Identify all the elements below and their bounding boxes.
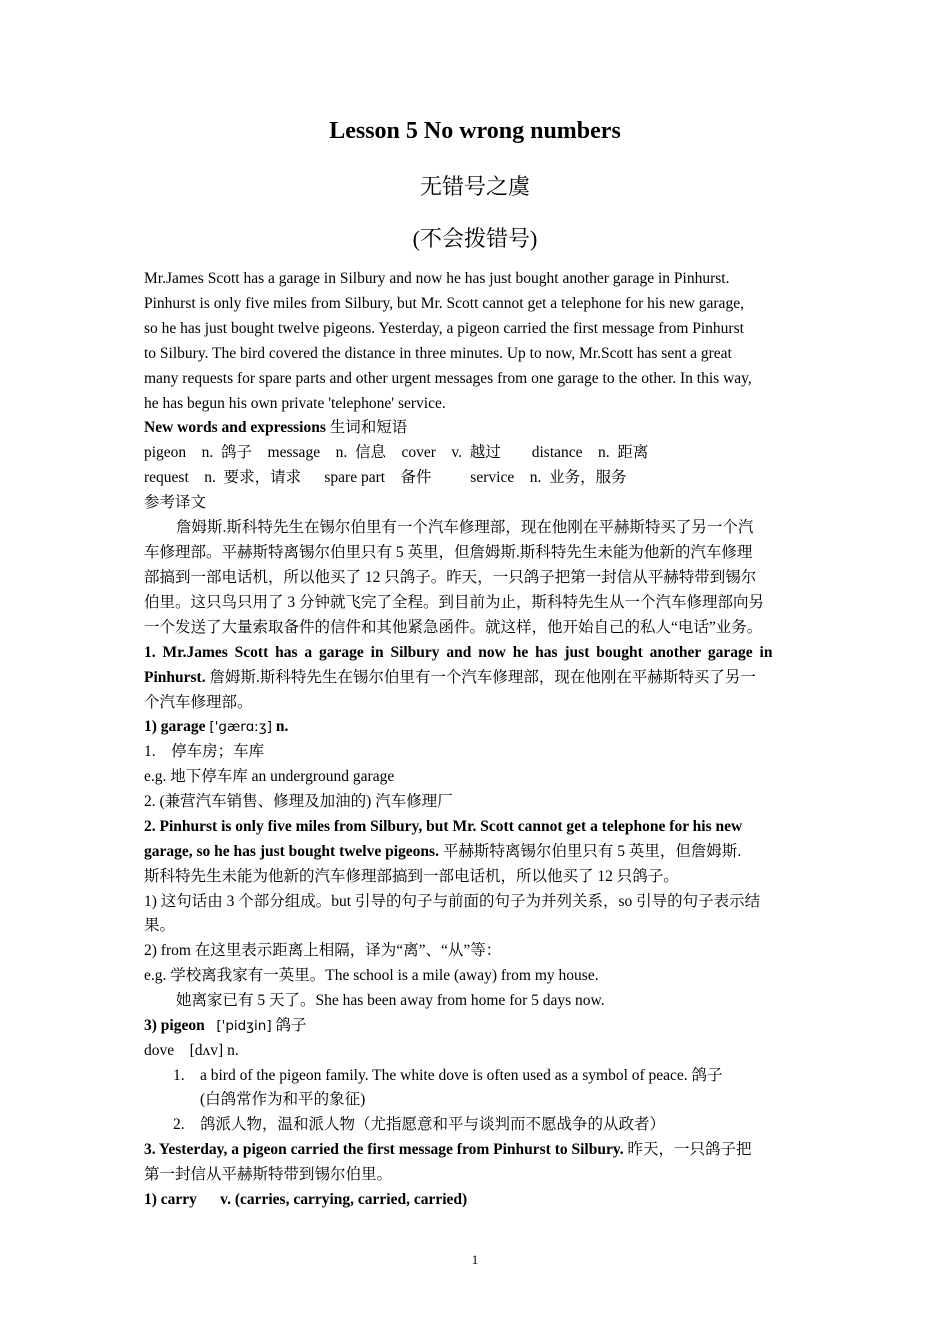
passage-line: many requests for spare parts and other urgent messages from one garage to the other. In this way, <box>144 370 752 387</box>
garage-phonetic: ['gærɑːʒ] <box>209 719 272 735</box>
dove-sense-1-number: 1. <box>173 1067 185 1084</box>
sentence-1-end: Pinhurst. <box>144 669 206 686</box>
note-2: 2) from 在这里表示距离上相隔，译为“离”、“从”等： <box>144 942 502 959</box>
pigeon-entry <box>144 1017 306 1035</box>
sentence-1: 1. Mr.James Scott has a garage in Silbury and now he has just bought another garage in <box>144 644 773 661</box>
vocab-line: request n. 要求，请求 spare part 备件 service n. 业务，服务 <box>144 469 627 486</box>
pigeon-word: 3) pigeon <box>144 1017 205 1034</box>
lesson-title: Lesson 5 No wrong numbers <box>329 118 621 144</box>
garage-pos: n. <box>275 718 289 735</box>
sentence-2-chinese: 平赫斯特离锡尔伯里只有 5 英里，但詹姆斯. <box>442 843 742 860</box>
new-words-label: New words and expressions <box>144 419 326 436</box>
passage-line: to Silbury. The bird covered the distance in three minutes. Up to now, Mr.Scott has sent a great <box>144 345 732 362</box>
translation-line: 车修理部。平赫斯特离锡尔伯里只有 5 英里，但詹姆斯.斯科特先生未能为他新的汽车修理 <box>144 544 753 561</box>
passage-line: he has begun his own private 'telephone' service. <box>144 395 446 412</box>
note-1: 1) 这句话由 3 个部分组成。but 引导的句子与前面的句子为并列关系，so 引导的句子表示结 <box>144 893 761 910</box>
new-words-chinese: 生词和短语 <box>329 419 408 436</box>
translation-line: 詹姆斯.斯科特先生在锡尔伯里有一个汽车修理部，现在他刚在平赫斯特买了另一个汽 <box>176 519 754 536</box>
sentence-3-chinese: 昨天，一只鸽子把 <box>627 1141 752 1158</box>
dove-sense-2-number: 2. <box>173 1116 185 1133</box>
sentence-3-chinese-cont: 第一封信从平赫斯特带到锡尔伯里。 <box>144 1166 393 1183</box>
sentence-2: 2. Pinhurst is only five miles from Silbury, but Mr. Scott cannot get a telephone for his new <box>144 818 743 835</box>
translation-line: 一个发送了大量索取备件的信件和其他紧急函件。就这样，他开始自己的私人“电话”业务。 <box>144 619 763 636</box>
note-1-cont: 果。 <box>144 917 176 934</box>
dove-sense-1: a bird of the pigeon family. The white dove is often used as a symbol of peace. 鸽子 <box>200 1067 723 1084</box>
carry-entry: 1) carry v. (carries, carrying, carried, carried) <box>144 1191 468 1208</box>
garage-word: 1) garage <box>144 718 206 735</box>
chinese-subtitle: (不会拨错号) <box>412 226 538 251</box>
sentence-3 <box>144 1141 752 1159</box>
example-2: 她离家已有 5 天了。She has been away from home for 5 days now. <box>176 992 605 1009</box>
reference-translation-heading: 参考译文 <box>144 494 207 511</box>
new-words-heading <box>144 419 407 437</box>
sentence-1-chinese: 詹姆斯.斯科特先生在锡尔伯里有一个汽车修理部，现在他刚在平赫斯特买了另一 <box>209 669 756 686</box>
passage-line: so he has just bought twelve pigeons. Yesterday, a pigeon carried the first message from Pinhurst <box>144 320 744 337</box>
example-1: e.g. 学校离我家有一英里。The school is a mile (away) from my house. <box>144 967 599 984</box>
dove-entry: dove [dʌv] n. <box>144 1042 239 1059</box>
sentence-3-english: 3. Yesterday, a pigeon carried the first message from Pinhurst to Silbury. <box>144 1141 624 1158</box>
pigeon-chinese: 鸽子 <box>275 1017 307 1034</box>
sentence-2-cont <box>144 843 741 861</box>
translation-line: 伯里。这只鸟只用了 3 分钟就飞完了全程。到目前为止，斯科特先生从一个汽车修理部向另 <box>144 594 765 611</box>
dove-sense-1-cont: (白鸽常作为和平的象征) <box>200 1091 366 1108</box>
garage-sense-1: 1. 停车房；车库 <box>144 743 265 760</box>
passage-line: Mr.James Scott has a garage in Silbury and now he has just bought another garage in Pinhurst. <box>144 270 730 287</box>
passage-line: Pinhurst is only five miles from Silbury, but Mr. Scott cannot get a telephone for his new garage, <box>144 295 744 312</box>
sentence-2-chinese-cont: 斯科特先生未能为他新的汽车修理部搞到一部电话机，所以他买了 12 只鸽子。 <box>144 868 679 885</box>
translation-line: 部搞到一部电话机，所以他买了 12 只鸽子。昨天，一只鸽子把第一封信从平赫特带到锡尔 <box>144 569 757 586</box>
garage-example: e.g. 地下停车库 an underground garage <box>144 768 395 785</box>
vocab-line: pigeon n. 鸽子 message n. 信息 cover v. 越过 distance n. 距离 <box>144 444 649 461</box>
sentence-2-end: garage, so he has just bought twelve pigeons. <box>144 843 439 860</box>
chinese-title: 无错号之虞 <box>419 174 530 199</box>
garage-sense-2: 2. (兼营汽车销售、修理及加油的) 汽车修理厂 <box>144 793 453 810</box>
pigeon-phonetic: ['pidʒin] <box>216 1018 272 1034</box>
sentence-1-translation <box>144 669 756 687</box>
sentence-1-chinese-cont: 个汽车修理部。 <box>144 694 253 711</box>
dove-sense-2: 鸽派人物，温和派人物（尤指愿意和平与谈判而不愿战争的从政者） <box>200 1116 666 1133</box>
page-number: 1 <box>471 1252 479 1267</box>
garage-entry <box>144 718 288 736</box>
